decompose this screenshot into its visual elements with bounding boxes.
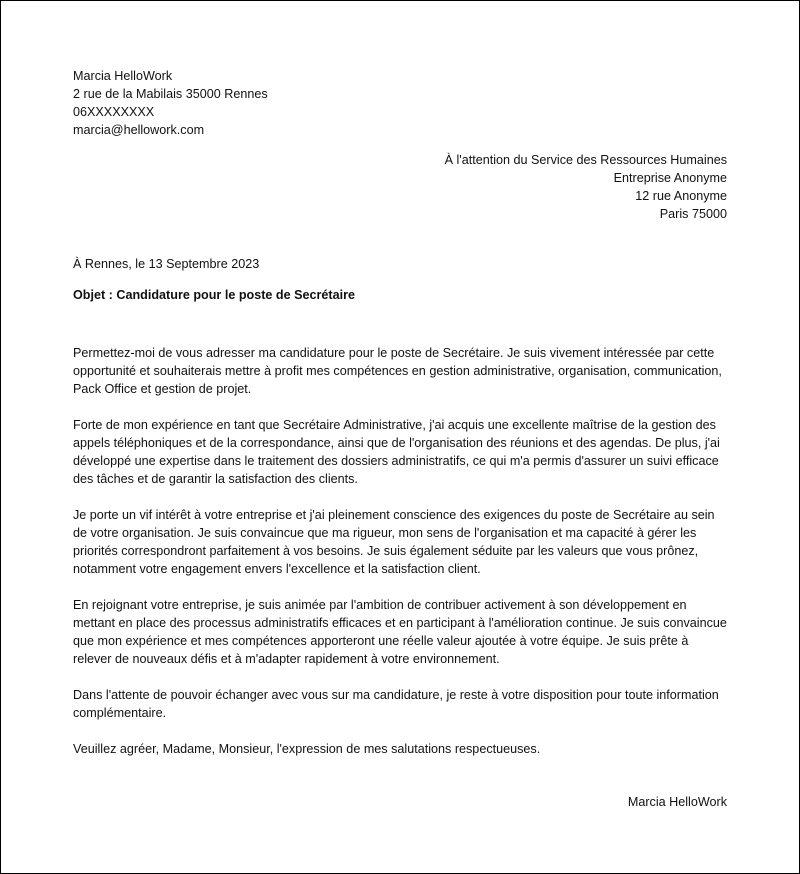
sender-name: Marcia HelloWork (73, 69, 173, 83)
body-paragraph: Dans l'attente de pouvoir échanger avec vous sur ma candidature, je reste à votre disposition pour toute information complémentaire. (73, 688, 719, 720)
body-paragraph: En rejoignant votre entreprise, je suis animée par l'ambition de contribuer activement à son développement en mettant en place des processus administratifs efficaces et en participant à l'amélioration continue. Je suis convaincue que mon expérience et mes compétences apporteront une réelle valeur ajoutée à votre équipe. Je suis prête à relever de nouveaux défis et à m'adapter rapidement à votre environnement. (73, 598, 727, 666)
signature: Marcia HelloWork (627, 795, 727, 809)
body-paragraph: Permettez-moi de vous adresser ma candidature pour le poste de Secrétaire. Je suis vivement intéressée par cette opportunité et souhaiterais mettre à profit mes compétences en gestion administrative, organisation, communication, Pack Office et gestion de projet. (73, 346, 722, 396)
closing-paragraph: Veuillez agréer, Madame, Monsieur, l'expression de mes salutations respectueuses. (73, 742, 541, 756)
letter-body (73, 344, 729, 776)
recipient-company: Entreprise Anonyme (613, 171, 727, 185)
sender-block (73, 67, 268, 139)
sender-email: marcia@hellowork.com (73, 123, 205, 137)
recipient-city: Paris 75000 (659, 207, 727, 221)
body-paragraph: Forte de mon expérience en tant que Secrétaire Administrative, j'ai acquis une excellente maîtrise de la gestion des appels téléphoniques et de la correspondance, ainsi que de l'organisation des réunions et des agendas. De plus, j'ai développé une expertise dans le traitement des dossiers administratifs, ce qui m'a permis d'assurer un suivi efficace des tâches et de garantir la satisfaction des clients. (73, 418, 720, 486)
letter-date: À Rennes, le 13 Septembre 2023 (73, 257, 260, 271)
recipient-street: 12 rue Anonyme (635, 189, 727, 203)
recipient-block (445, 151, 727, 223)
sender-address: 2 rue de la Mabilais 35000 Rennes (73, 87, 268, 101)
sender-phone: 06XXXXXXXX (73, 105, 155, 119)
letter-subject: Objet : Candidature pour le poste de Secrétaire (73, 288, 356, 302)
body-paragraph: Je porte un vif intérêt à votre entreprise et j'ai pleinement conscience des exigences du poste de Secrétaire au sein de votre organisation. Je suis convaincue que ma rigueur, mon sens de l'organisation et ma capacité à gérer les priorités correspondront parfaitement à vos besoins. Je suis également séduite par les valeurs que vous prônez, notamment votre engagement envers l'excellence et la satisfaction client. (73, 508, 715, 576)
recipient-attention: À l'attention du Service des Ressources Humaines (444, 153, 727, 167)
